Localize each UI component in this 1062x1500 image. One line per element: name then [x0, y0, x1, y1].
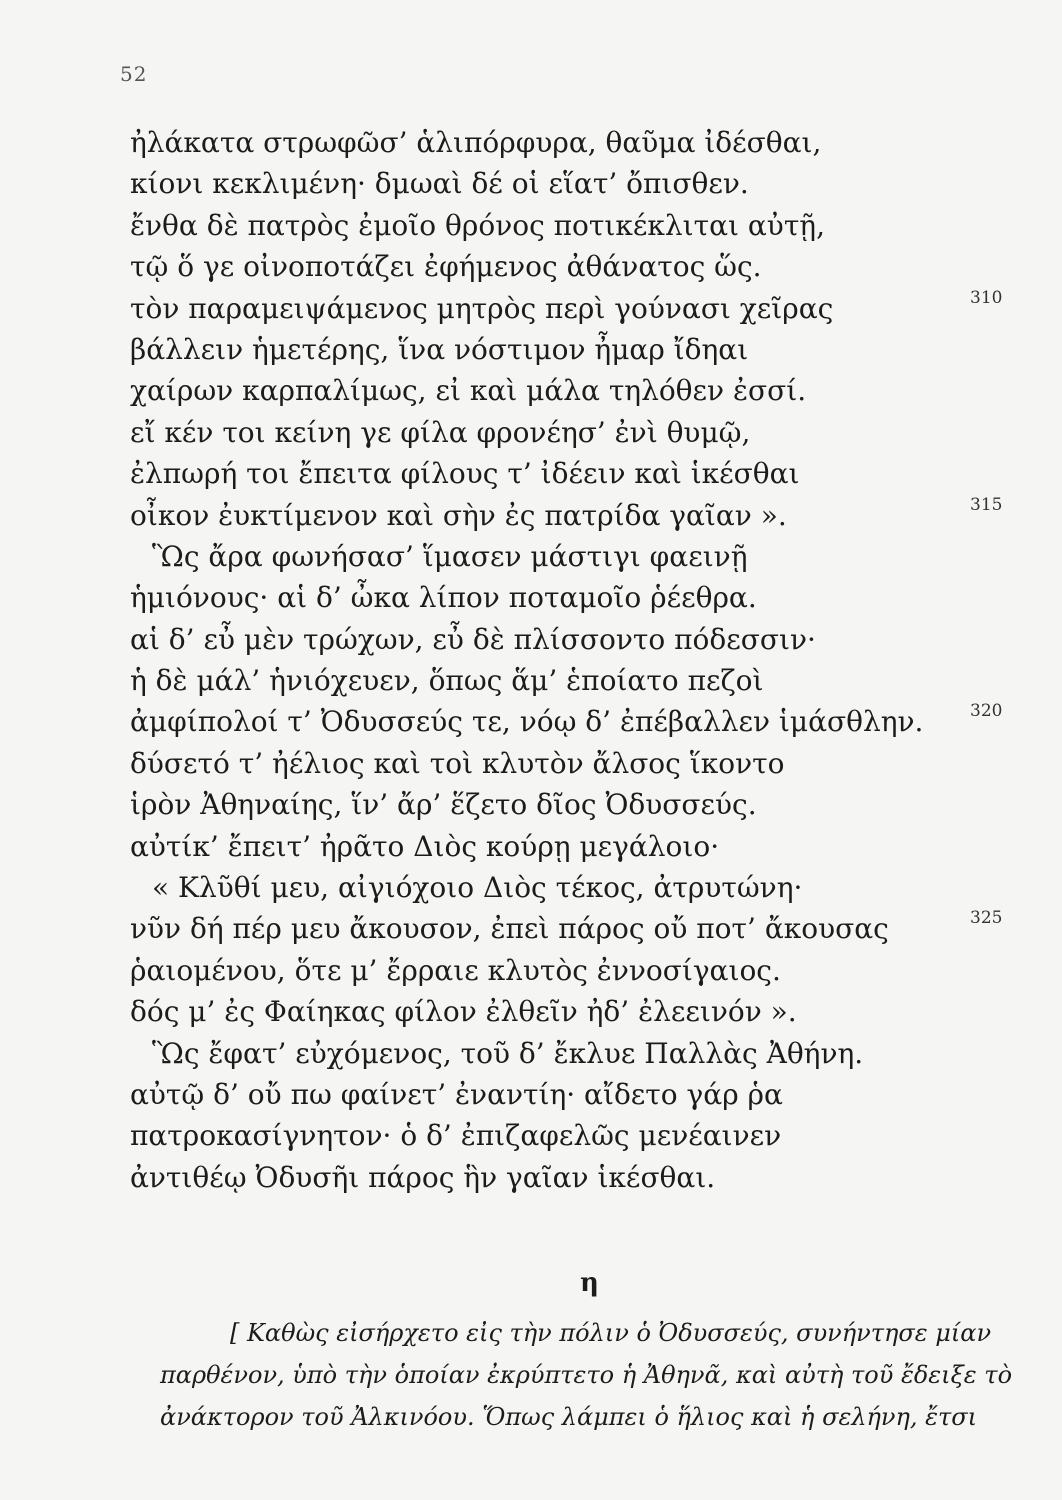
- verse-line: [130, 1074, 1010, 1115]
- verse-text: ἡ δὲ μάλ’ ἡνιόχευεν, ὅπως ἅμ’ ἑποίατο πεζοὶ: [130, 664, 764, 698]
- verse-line: [130, 495, 1010, 536]
- verse-line: [130, 577, 1010, 618]
- verse-text: ἱρὸν Ἀθηναίης, ἵν’ ἄρ’ ἕζετο δῖος Ὀδυσσεύς.: [130, 788, 757, 822]
- summary-line: παρθένον, ὑπὸ τὴν ὁποίαν ἐκρύπτετο ἡ Ἀθηνᾶ, καὶ αὐτὴ τοῦ ἔδειξε τὸ: [160, 1361, 1013, 1389]
- verse-text: βάλλειν ἡμετέρης, ἵνα νόστιμον ἦμαρ ἴδηαι: [130, 332, 749, 366]
- verse-text: ἐλπωρή τοι ἔπειτα φίλους τ’ ἰδέειν καὶ ἱκέσθαι: [130, 457, 800, 491]
- verse-line: [130, 412, 1010, 453]
- verse-line: [130, 329, 1010, 370]
- verse-line: [130, 991, 1010, 1032]
- verse-line: [130, 743, 1010, 784]
- verse-text: ῥαιομένου, ὅτε μ’ ἔρραιε κλυτὸς ἐννοσίγαιος.: [130, 953, 781, 987]
- verse-text: κίονι κεκλιμένη· δμωαὶ δέ οἱ εἵατ’ ὄπισθεν.: [130, 167, 749, 201]
- verse-text: ἔνθα δὲ πατρὸς ἐμοῖο θρόνος ποτικέκλιται αὐτῇ,: [130, 208, 825, 242]
- verse-line: [130, 163, 1010, 204]
- verse-text: Ὣς ἄρα φωνήσασ’ ἵμασεν μάστιγι φαεινῇ: [152, 539, 748, 573]
- verse-text: χαίρων καρπαλίμως, εἰ καὶ μάλα τηλόθεν ἐσσί.: [130, 374, 807, 408]
- line-number: 310: [970, 287, 1003, 308]
- verse-line: [130, 701, 1010, 742]
- verse-line: [130, 950, 1010, 991]
- verse-text: εἴ κέν τοι κείνη γε φίλα φρονέησ’ ἐνὶ θυμῷ,: [130, 415, 751, 449]
- page-number: 52: [120, 62, 148, 86]
- verse-line: [130, 1115, 1010, 1156]
- verse-text: Ὣς ἔφατ’ εὐχόμενος, τοῦ δ’ ἔκλυε Παλλὰς Ἀθήνη.: [152, 1036, 864, 1070]
- verse-text: ἠλάκατα στρωφῶσ’ ἁλιπόρφυρα, θαῦμα ἰδέσθαι,: [130, 126, 822, 159]
- line-number: 325: [970, 908, 1003, 929]
- verse-line: [130, 619, 1010, 660]
- verse-text: πατροκασίγνητον· ὁ δ’ ἐπιζαφελῶς μενέαινεν: [130, 1119, 782, 1153]
- line-number: 315: [970, 494, 1003, 515]
- poem-text: [130, 122, 1010, 1198]
- verse-line: [130, 867, 1010, 908]
- verse-text: αὐτῷ δ’ οὔ πω φαίνετ’ ἐναντίη· αἴδετο γάρ ῥα: [130, 1077, 783, 1111]
- verse-line: [130, 122, 1010, 163]
- verse-text: δύσετό τ’ ἠέλιος καὶ τοὶ κλυτὸν ἄλσος ἵκοντο: [130, 746, 785, 780]
- verse-text: ἀντιθέῳ Ὀδυσῆι πάρος ἣν γαῖαν ἱκέσθαι.: [130, 1160, 716, 1194]
- verse-line: [130, 288, 1010, 329]
- verse-text: ἀμφίπολοί τ’ Ὀδυσσεύς τε, νόῳ δ’ ἐπέβαλλεν ἱμάσθλην.: [130, 705, 924, 739]
- verse-text: « Κλῦθί μευ, αἰγιόχοιο Διὸς τέκος, ἀτρυτώνη·: [152, 871, 803, 905]
- verse-text: νῦν δή πέρ μευ ἄκουσον, ἐπεὶ πάρος οὔ ποτ’ ἄκουσας: [130, 912, 889, 946]
- verse-line: [130, 453, 1010, 494]
- verse-text: αἱ δ’ εὖ μὲν τρώχων, εὖ δὲ πλίσσοντο πόδεσσιν·: [130, 622, 816, 656]
- verse-line: [130, 536, 1010, 577]
- verse-text: τὸν παραμειψάμενος μητρὸς περὶ γούνασι χεῖρας: [130, 291, 834, 325]
- verse-line: [130, 784, 1010, 825]
- verse-text: ἡμιόνους· αἱ δ’ ὦκα λίπον ποταμοῖο ῥέεθρα.: [130, 581, 757, 615]
- verse-line: [130, 660, 1010, 701]
- verse-line: [130, 205, 1010, 246]
- book-heading: η: [580, 1268, 599, 1298]
- line-number: 320: [970, 701, 1003, 722]
- verse-line: [130, 246, 1010, 287]
- verse-line: [130, 908, 1010, 949]
- book-summary: [160, 1312, 1040, 1438]
- verse-line: [130, 370, 1010, 411]
- summary-line: ἀνάκτορον τοῦ Ἀλκινόου. Ὅπως λάμπει ὁ ἥλιος καὶ ἡ σελήνη, ἔτσι: [160, 1403, 978, 1431]
- verse-text: οἶκον ἐυκτίμενον καὶ σὴν ἐς πατρίδα γαῖαν ».: [130, 498, 787, 532]
- verse-text: τῷ ὅ γε οἰνοποτάζει ἐφήμενος ἀθάνατος ὥς.: [130, 250, 762, 284]
- verse-text: αὐτίκ’ ἔπειτ’ ἠρᾶτο Διὸς κούρῃ μεγάλοιο·: [130, 829, 720, 863]
- verse-line: [130, 1033, 1010, 1074]
- verse-line: [130, 1157, 1010, 1198]
- summary-line: [ Καθὼς εἰσήρχετο εἰς τὴν πόλιν ὁ Ὀδυσσεύς, συνήντησε μίαν: [230, 1319, 992, 1347]
- verse-text: δός μ’ ἐς Φαίηκας φίλον ἐλθεῖν ἠδ’ ἐλεεινόν ».: [130, 995, 797, 1029]
- verse-line: [130, 826, 1010, 867]
